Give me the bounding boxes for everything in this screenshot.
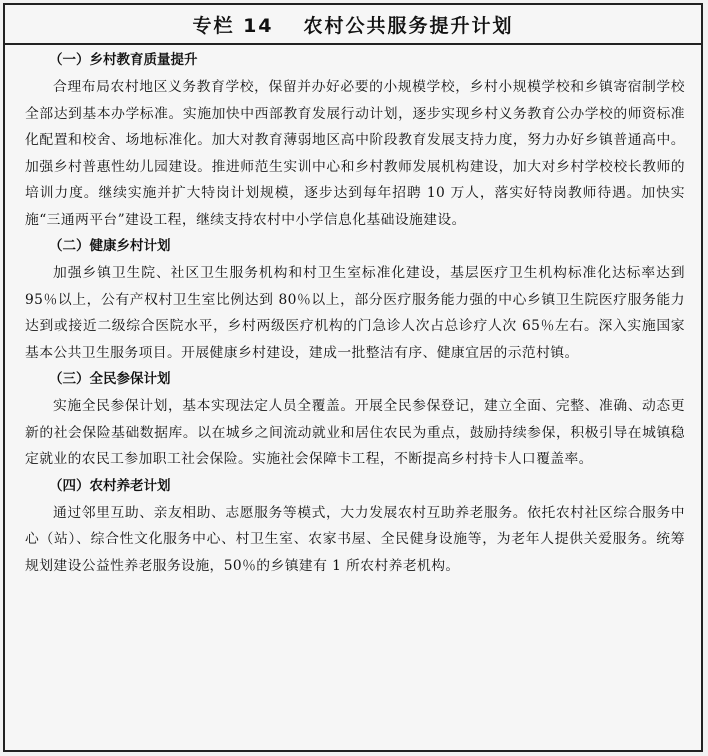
section-education	[25, 47, 685, 233]
section-health	[25, 233, 685, 366]
section-heading: （一）乡村教育质量提升	[49, 52, 198, 68]
section-body: 加强乡镇卫生院、社区卫生服务机构和村卫生室标准化建设，基层医疗卫生机构标准化达标率达到 95％以上，公有产权村卫生室比例达到 80％以上，部分医疗服务能力强的中心乡镇卫生院医疗服务能力达到或接近二级综合医院水平，乡村两级医疗机构的门急诊人次占总诊疗人次 65％左右。深入实施国家基本公共卫生服务项目。开展健康乡村建设，建成一批整洁有序、健康宜居的示范村镇。	[25, 265, 685, 361]
section-heading: （三）全民参保计划	[49, 371, 171, 387]
section-body: 实施全民参保计划，基本实现法定人员全覆盖。开展全民参保登记，建立全面、完整、准确、动态更新的社会保险基础数据库。以在城乡之间流动就业和居住农民为重点，鼓励持续参保，积极引导在城镇稳定就业的农民工参加职工社会保险。实施社会保障卡工程，不断提高乡村持卡人口覆盖率。	[25, 398, 685, 467]
section-elderly-care	[25, 473, 685, 580]
box-title-label: 专栏 14	[192, 14, 274, 37]
section-insurance	[25, 366, 685, 473]
box-title-text: 农村公共服务提升计划	[303, 14, 514, 37]
section-heading: （四）农村养老计划	[49, 477, 171, 494]
section-heading: （二）健康乡村计划	[49, 238, 171, 254]
section-body: 合理布局农村地区义务教育学校，保留并办好必要的小规模学校，乡村小规模学校和乡镇寄宿制学校全部达到基本办学标准。实施加快中西部教育发展行动计划，逐步实现乡村义务教育公办学校的师资标准化配置和校舍、场地标准化。加大对教育薄弱地区高中阶段教育发展支持力度，努力办好乡镇普通高中。加强乡村普惠性幼儿园建设。推进师范生实训中心和乡村教师发展机构建设，加大对乡村学校校长教师的培训力度。继续实施并扩大特岗计划规模，逐步达到每年招聘 10 万人，落实好特岗教师待遇。加快实施“三通两平台”建设工程，继续支持农村中小学信息化基础设施建设。	[25, 79, 685, 228]
policy-box	[3, 3, 703, 752]
box-content	[5, 45, 701, 579]
section-body: 通过邻里互助、亲友相助、志愿服务等模式，大力发展农村互助养老服务。依托农村社区综合服务中心（站）、综合性文化服务中心、村卫生室、农家书屋、全民健身设施等，为老年人提供关爱服务。统筹规划建设公益性养老服务设施，50％的乡镇建有 1 所农村养老机构。	[25, 504, 685, 574]
box-title	[5, 5, 701, 45]
